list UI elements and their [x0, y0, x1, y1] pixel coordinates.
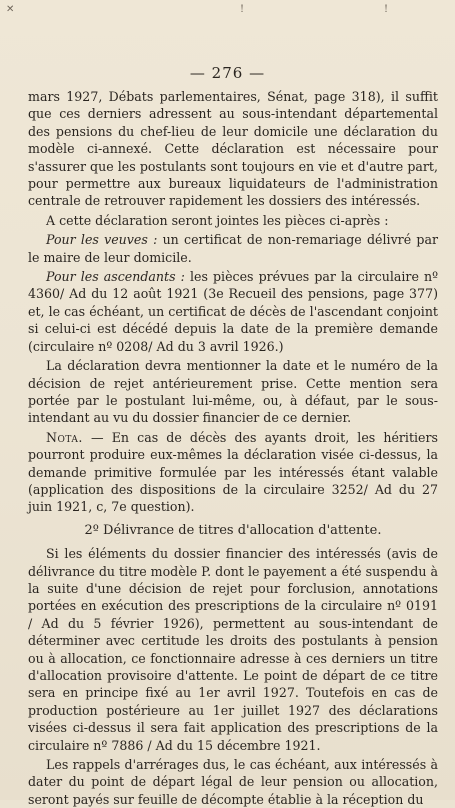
- paragraph-text: — En cas de décès des ayants droit, les héritiers pourront produire eux-mêmes la déclaration visée ci-dessus, la demande primitive formulée par les intéressés étant valable (application des dispositions de la circulaire 3252/ Ad du 27 juin 1921, c, 7e question).: [28, 429, 438, 515]
- paragraph-text: un certificat de non-remariage délivré par le maire de leur domicile.: [28, 232, 438, 265]
- paragraph-financial-file: Si les éléments du dossier financier des intéressés (avis de délivrance du titre modèle P. dont le payement a été suspendu à la suite d'une décision de rejet pour forclusion, annotations portées en exécution des prescriptions de la circulaire nº 0191 / Ad du 5 février 1926), permettent au sous-intendant de déterminer avec certitude les droits des postulants à pension ou à allocation, ce fonctionnaire adresse à ces derniers un titre d'allocation provisoire d'attente. Le point de départ de ce titre sera en principe fixé au 1er avril 1927. Toutefois en cas de production postérieure au 1er juillet 1927 des déclarations visées ci-dessus il sera fait application des prescriptions de la circulaire nº 7886 / Ad du 15 décembre 1921.: [28, 546, 438, 753]
- margin-mark: !: [240, 4, 245, 15]
- paragraph-continuation: mars 1927, Débats parlementaires, Sénat, page 318), il suffit que ces derniers adressent au sous-intendant départemental des pensions du chef-lieu de leur domicile une déclaration du modèle ci-annexé. Cette déclaration est nécessaire pour s'assurer que les postulants sont toujours en vie et d'autre part, pour permettre aux bureaux liquidateurs de l'administration centrale de retrouver rapidement les dossiers des intéressés.: [28, 89, 438, 209]
- paragraph-lead: Pour les veuves :: [46, 232, 158, 248]
- paragraph-arrears: Les rappels d'arrérages dus, le cas échéant, aux intéressés à dater du point de départ légal de leur pension ou allocation, seront payés sur feuille de décompte établie à la réception du: [28, 757, 438, 807]
- paragraph-declaration-pieces: A cette déclaration seront jointes les pièces ci-après :: [46, 212, 389, 228]
- paragraph-widows: [28, 231, 438, 266]
- corner-mark: ✕: [6, 4, 15, 15]
- paragraph-ascendants: [28, 268, 438, 355]
- paragraph-nota: [28, 429, 438, 516]
- paragraph-text: les pièces prévues par la circulaire nº 4360/ Ad du 12 août 1921 (3e Recueil des pensions, page 377) et, le cas échéant, un certificat de décès de l'ascendant conjoint si celui-ci est décédé depuis la date de la première demande (circulaire nº 0208/ Ad du 3 avril 1926.): [28, 269, 438, 354]
- paragraph-rejection-date: La déclaration devra mentionner la date et le numéro de la décision de rejet antérieurement prise. Cette mention sera portée par le postulant lui-même, ou, à défaut, par le sous-intendant au vu du dossier financier de ce dernier.: [28, 358, 438, 426]
- paragraph-lead: Pour les ascendants :: [46, 269, 185, 285]
- margin-mark: !: [384, 4, 389, 15]
- page-number: — 276 —: [189, 64, 266, 82]
- paragraph-lead: Nota.: [46, 429, 83, 445]
- body-text: [28, 88, 438, 808]
- section-heading: 2º Délivrance de titres d'allocation d'attente.: [84, 522, 382, 538]
